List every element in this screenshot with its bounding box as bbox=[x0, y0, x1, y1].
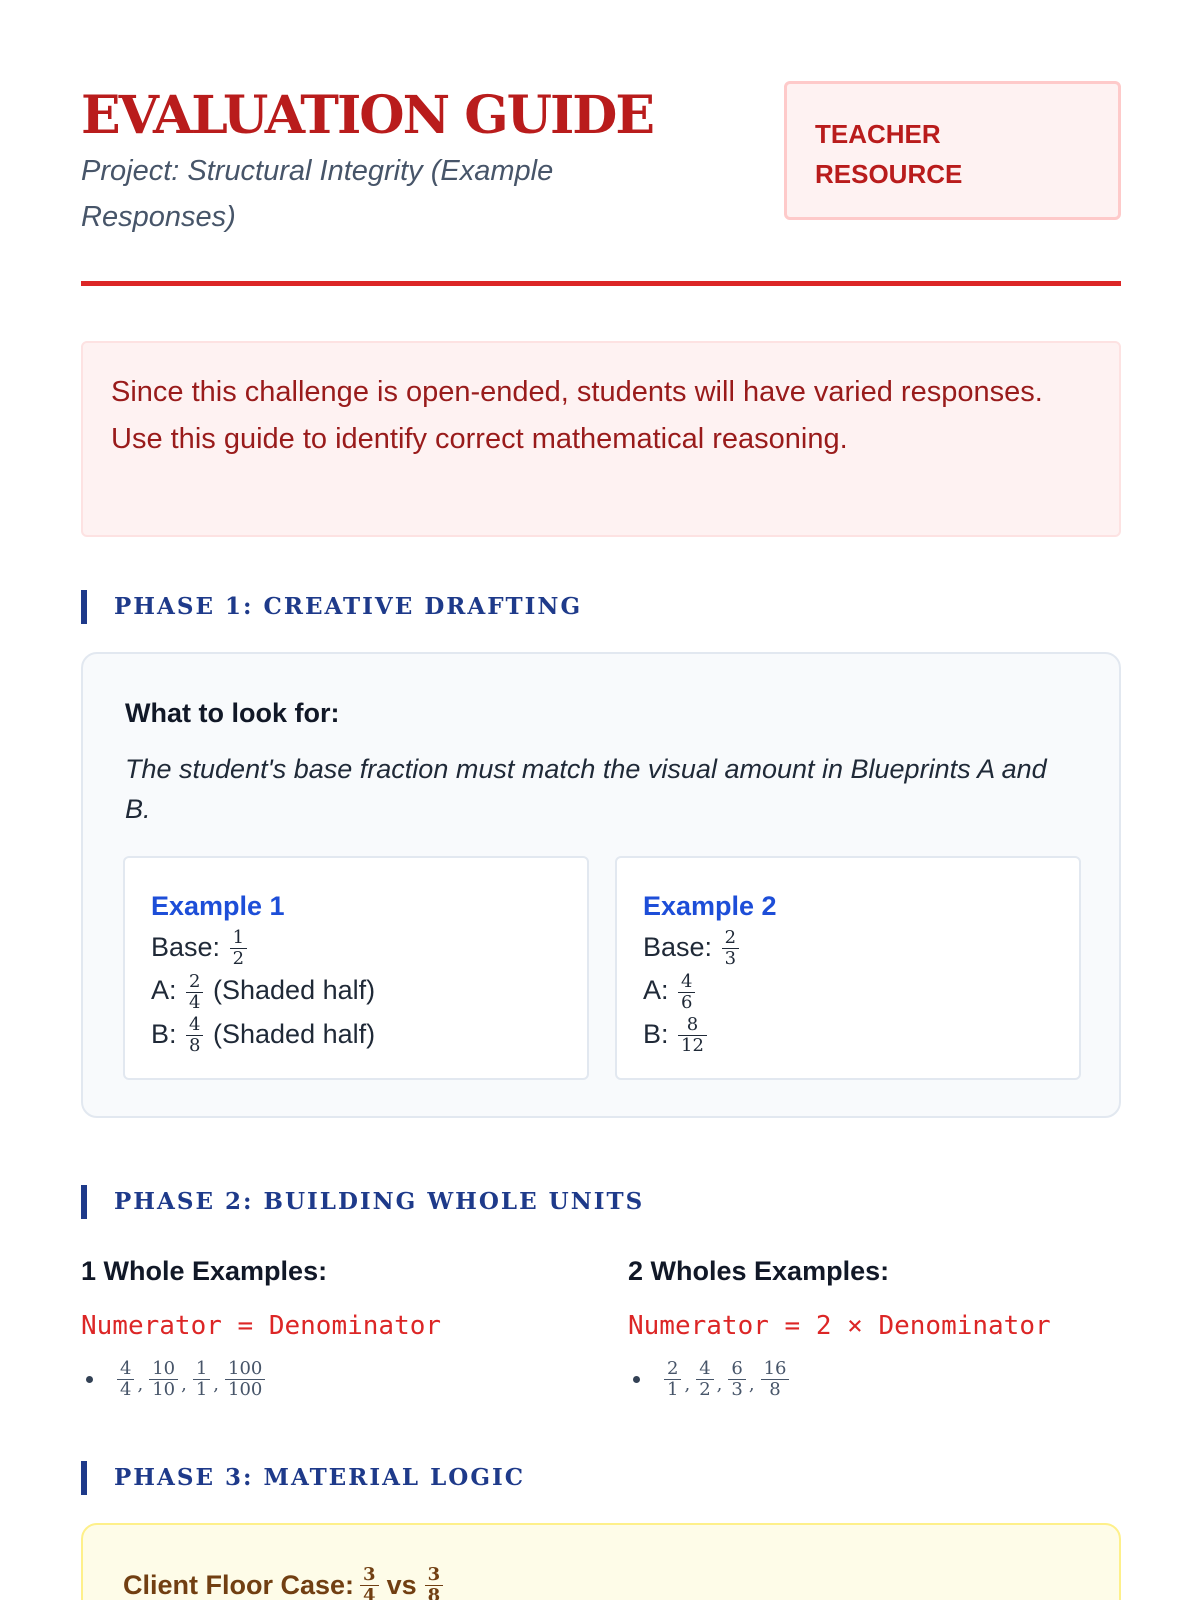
one-whole-heading: 1 Whole Examples: bbox=[81, 1256, 328, 1286]
badge-label: TEACHER RESOURCE bbox=[815, 119, 963, 189]
example-b-line bbox=[643, 1013, 1053, 1056]
base-label: Base: bbox=[643, 932, 713, 962]
two-wholes-column bbox=[628, 1253, 1108, 1400]
fraction: $\frac{3}{8}$ bbox=[425, 1565, 444, 1600]
teacher-resource-badge bbox=[784, 81, 1121, 220]
intro-callout bbox=[81, 341, 1121, 537]
title-divider bbox=[81, 281, 1121, 286]
page-title: EVALUATION GUIDE bbox=[81, 85, 654, 146]
example-title: Example 2 bbox=[643, 891, 777, 921]
a-label: A: bbox=[643, 975, 669, 1006]
example-a-line bbox=[151, 969, 561, 1012]
a-note: (Shaded half) bbox=[213, 975, 376, 1006]
one-whole-list: $\frac{4}{4}$ , $\frac{10}{10}$ , $\frac{1}{1}$ , $\frac{100}{100}$ bbox=[81, 1359, 561, 1400]
look-for-label: What to look for: bbox=[125, 698, 340, 728]
case-label: Client Floor Case: bbox=[123, 1570, 355, 1600]
two-wholes-list: $\frac{2}{1}$ , $\frac{4}{2}$ , $\frac{6}{3}$ , $\frac{16}{8}$ bbox=[628, 1359, 1108, 1400]
fraction: $\frac{6}{3}$ bbox=[728, 1359, 745, 1400]
phase-1-heading: PHASE 1: CREATIVE DRAFTING bbox=[81, 590, 582, 624]
fraction: $\frac{2}{4}$ bbox=[186, 972, 203, 1013]
intro-text: Since this challenge is open-ended, students will have varied responses. Use this guide to identify correct mathematical reasoning. bbox=[111, 376, 1043, 455]
fraction: $\frac{4}{8}$ bbox=[186, 1015, 203, 1056]
b-note: (Shaded half) bbox=[213, 1018, 376, 1049]
fraction: $\frac{100}{100}$ bbox=[225, 1359, 265, 1400]
fraction: $\frac{3}{4}$ bbox=[360, 1565, 379, 1600]
page-header bbox=[81, 0, 1121, 290]
fraction: $\frac{4}{4}$ bbox=[117, 1359, 134, 1400]
example-b-line bbox=[151, 1013, 561, 1056]
b-label: B: bbox=[151, 1018, 177, 1049]
example-title: Example 1 bbox=[151, 891, 285, 921]
fraction: $\frac{16}{8}$ bbox=[761, 1359, 790, 1400]
phase-1-card bbox=[81, 652, 1121, 1118]
fraction: $\frac{4}{2}$ bbox=[696, 1359, 713, 1400]
b-label: B: bbox=[643, 1018, 669, 1049]
bullet-icon bbox=[86, 1376, 93, 1383]
fraction: $\frac{2}{1}$ bbox=[664, 1359, 681, 1400]
phase-2-heading: PHASE 2: BUILDING WHOLE UNITS bbox=[81, 1185, 644, 1219]
one-whole-column bbox=[81, 1253, 561, 1400]
vs-label: vs bbox=[386, 1570, 417, 1600]
fraction: $\frac{2}{3}$ bbox=[722, 928, 739, 969]
bullet-icon bbox=[633, 1376, 640, 1383]
example-base-line bbox=[151, 926, 561, 969]
evaluation-guide-page bbox=[81, 0, 1121, 1600]
fraction: $\frac{8}{12}$ bbox=[678, 1015, 707, 1056]
client-floor-case bbox=[123, 1565, 1079, 1600]
fraction: $\frac{1}{2}$ bbox=[230, 928, 247, 969]
page-subtitle: Project: Structural Integrity (Example Responses) bbox=[81, 155, 554, 233]
phase-3-heading: PHASE 3: MATERIAL LOGIC bbox=[81, 1461, 525, 1495]
material-logic-card bbox=[81, 1523, 1121, 1600]
example-base-line bbox=[643, 926, 1053, 969]
fraction: $\frac{4}{6}$ bbox=[678, 972, 695, 1013]
two-wholes-formula: Numerator = 2 × Denominator bbox=[628, 1311, 1051, 1341]
two-wholes-heading: 2 Wholes Examples: bbox=[628, 1256, 890, 1286]
one-whole-formula: Numerator = Denominator bbox=[81, 1311, 442, 1341]
fraction: $\frac{1}{1}$ bbox=[193, 1359, 210, 1400]
fraction: $\frac{10}{10}$ bbox=[149, 1359, 178, 1400]
look-for-text: The student's base fraction must match the visual amount in Blueprints A and B. bbox=[125, 754, 1047, 824]
example-a-line bbox=[643, 969, 1053, 1012]
base-label: Base: bbox=[151, 932, 221, 962]
example-2-box bbox=[615, 856, 1081, 1080]
example-1-box bbox=[123, 856, 589, 1080]
a-label: A: bbox=[151, 975, 177, 1006]
